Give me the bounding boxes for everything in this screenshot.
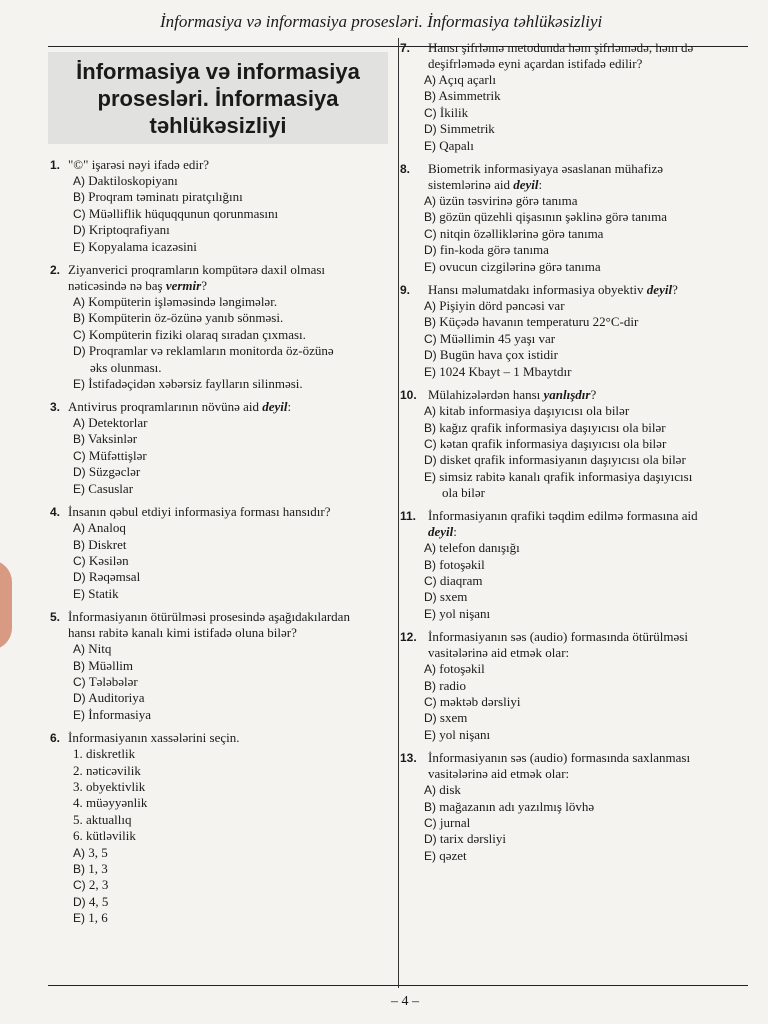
answer-option: [400, 831, 748, 847]
answer-option: [400, 694, 748, 710]
question-number: 8.: [400, 162, 411, 177]
option-letter: B): [424, 420, 436, 435]
option-letter: D): [424, 453, 437, 468]
option-text: fotoşəkil: [439, 661, 485, 677]
option-text: Açıq açarlı: [438, 72, 496, 87]
option-text: Proqramlar və reklamların monitorda öz-özünə: [88, 343, 334, 359]
option-text: simsiz rabitə kanalı qrafik informasiya daşıyıcısı: [439, 468, 693, 484]
option-text: yol nişanı: [439, 726, 491, 742]
question-number: 11.: [400, 509, 417, 524]
option-letter: A): [424, 662, 436, 677]
option-letter: A): [424, 541, 436, 556]
answer-option: [50, 553, 390, 569]
option-text: disket qrafik informasiyanın daşıyıcısı ola bilər: [439, 452, 686, 468]
option-text: sxem: [439, 710, 468, 726]
answer-option: [50, 569, 390, 585]
answer-option: [400, 678, 748, 694]
question-emphasis: deyil: [428, 524, 454, 540]
option-letter: C): [73, 327, 86, 342]
option-text: Diskret: [88, 536, 127, 552]
question-emphasis: vermir: [165, 278, 202, 294]
option-letter: C): [73, 553, 86, 568]
option-letter: D): [424, 832, 437, 847]
option-letter: B): [424, 678, 436, 693]
chapter-title-box: [48, 52, 388, 144]
left-column: [50, 157, 390, 934]
column-divider: [398, 38, 399, 988]
option-text: disk: [439, 782, 461, 798]
option-text: Müəllimin 45 yaşı var: [439, 330, 556, 346]
option-text: telefon danışığı: [439, 540, 520, 556]
answer-option: [400, 557, 748, 573]
option-text: diaqram: [439, 572, 483, 588]
option-text: Asimmetrik: [438, 88, 501, 104]
question-text: vasitələrinə aid etmək olar:: [428, 645, 570, 661]
answer-option: [400, 347, 748, 363]
question-7: [400, 40, 748, 154]
question-8: [400, 161, 748, 275]
answer-option: [50, 189, 390, 205]
option-text: mağazanın adı yazılmış lövhə: [439, 798, 595, 814]
option-letter: C): [73, 878, 86, 893]
option-letter: B): [73, 190, 85, 205]
option-letter: E): [73, 239, 85, 254]
answer-option: [50, 431, 390, 447]
question-text: Mülahizələrdən hansı: [428, 387, 544, 403]
answer-option: [400, 815, 748, 831]
question-10: [400, 387, 748, 501]
option-text: ovucun cizgilərinə görə tanıma: [439, 258, 601, 274]
option-letter: C): [424, 573, 437, 588]
option-text: məktəb dərsliyi: [439, 693, 521, 709]
answer-option: [50, 327, 390, 343]
answer-option: [400, 209, 748, 225]
answer-option: [400, 331, 748, 347]
option-text: qəzet: [439, 847, 467, 863]
answer-option: [400, 193, 748, 209]
option-letter: E): [73, 586, 85, 601]
option-text: Süzgəclər: [88, 464, 141, 480]
answer-option: [400, 298, 748, 314]
option-text: Qapalı: [439, 137, 474, 153]
answer-option: [50, 448, 390, 464]
option-letter: C): [424, 331, 437, 346]
question-text: Biometrik informasiyaya əsaslanan mühafizə: [428, 161, 664, 177]
question-emphasis: deyil: [646, 282, 673, 298]
option-text: Kəsilən: [88, 552, 129, 568]
answer-option: [50, 641, 390, 657]
option-letter: D): [73, 894, 86, 909]
option-continuation: əks olunması.: [90, 359, 162, 375]
option-text: Rəqəmsal: [88, 569, 141, 585]
question-text: nəticəsində nə baş: [68, 278, 166, 294]
option-text: fotoşəkil: [439, 556, 485, 572]
option-letter: D): [424, 590, 437, 605]
question-6: [50, 730, 390, 926]
option-text: İkilik: [439, 104, 469, 120]
option-text: Küçədə havanın temperaturu 22°C-dir: [439, 314, 639, 330]
answer-option: [400, 452, 748, 468]
option-letter: D): [424, 348, 437, 363]
question-13: [400, 750, 748, 864]
question-3: [50, 399, 390, 497]
option-text: Daktiloskopiyanı: [88, 173, 178, 188]
answer-option: [400, 121, 748, 137]
answer-option: [400, 105, 748, 121]
option-letter: B): [73, 658, 85, 673]
chapter-title-line: təhlükəsizliyi: [149, 112, 287, 138]
answer-option: [400, 242, 748, 258]
question-text: İnformasiyanın səs (audio) formasında ötürülməsi: [428, 629, 688, 645]
option-text: İstifadəçidən xəbərsiz faylların silinməsi.: [88, 375, 303, 391]
option-letter: B): [73, 537, 85, 552]
option-letter: A): [424, 73, 436, 87]
option-letter: C): [424, 436, 437, 451]
option-letter: C): [73, 448, 86, 463]
question-text: :: [538, 177, 543, 193]
question-text: ?: [201, 278, 207, 294]
question-11: [400, 508, 748, 622]
option-text: Kompüterin işləməsində ləngimələr.: [88, 294, 278, 310]
option-text: Auditoriya: [88, 690, 145, 706]
option-text: Nitq: [88, 641, 112, 657]
question-text: :: [287, 399, 292, 415]
option-letter: E): [424, 259, 436, 274]
question-text: ?: [590, 387, 597, 403]
question-text: Ziyanverici proqramların kompütərə daxil olması: [68, 262, 326, 278]
option-text: Proqram təminatı piratçılığını: [88, 189, 243, 205]
option-letter: A): [73, 416, 85, 431]
question-1: [50, 157, 390, 255]
question-number: 6.: [50, 731, 61, 746]
option-letter: E): [424, 364, 436, 379]
answer-option: [400, 782, 748, 798]
question-12: [400, 629, 748, 743]
answer-option: [50, 481, 390, 497]
question-text: Antivirus proqramlarının növünə aid: [68, 399, 263, 415]
option-letter: E): [73, 481, 85, 496]
option-letter: B): [424, 210, 436, 225]
option-letter: D): [424, 711, 437, 726]
question-emphasis: yanlışdır: [543, 387, 591, 403]
option-letter: D): [424, 122, 437, 137]
question-text: Hansı məlumatdakı informasiya obyektiv: [428, 282, 647, 298]
answer-option: [50, 910, 390, 926]
question-text: Hansı şifrləmə metodunda həm şifrləmədə, həm də: [428, 40, 694, 55]
list-item: 4. müəyyənlik: [73, 795, 148, 811]
option-letter: A): [424, 783, 436, 798]
question-4: [50, 504, 390, 602]
answer-option: [50, 658, 390, 674]
question-number: 10.: [400, 388, 417, 403]
question-text: ?: [672, 282, 678, 298]
question-text: İnformasiyanın ötürülməsi prosesində aşağıdakılardan: [68, 609, 350, 625]
option-letter: E): [424, 138, 436, 153]
question-text: deşifrləmədə eyni açardan istifadə edilir?: [428, 56, 643, 71]
option-letter: A): [73, 845, 85, 860]
answer-option: [50, 690, 390, 706]
answer-option: [400, 72, 748, 88]
question-text: "©" işarəsi nəyi ifadə edir?: [68, 157, 210, 172]
answer-option: [400, 138, 748, 154]
answer-option: [400, 573, 748, 589]
option-letter: B): [73, 862, 85, 876]
option-letter: A): [73, 521, 85, 536]
question-text: vasitələrinə aid etmək olar:: [428, 766, 570, 782]
option-letter: C): [73, 674, 86, 689]
option-text: Müəlliflik hüquqqunun qorunmasını: [88, 205, 279, 221]
option-text: nitqin özəlliklərinə görə tanıma: [439, 225, 604, 241]
option-text: 1, 6: [88, 910, 108, 926]
answer-option: [400, 606, 748, 622]
answer-option: [50, 206, 390, 222]
option-text: Kompüterin fiziki olaraq sıradan çıxması.: [88, 326, 306, 342]
option-letter: A): [73, 642, 85, 657]
option-text: fin-koda görə tanıma: [439, 242, 549, 258]
option-text: Kriptoqrafiyanı: [88, 222, 170, 238]
answer-option: [400, 88, 748, 104]
question-5: [50, 609, 390, 723]
option-letter: D): [73, 344, 86, 359]
option-letter: A): [73, 174, 85, 188]
question-number: 4.: [50, 505, 61, 520]
option-letter: A): [424, 404, 436, 419]
answer-option: [50, 674, 390, 690]
option-text: Bugün hava çox istidir: [439, 347, 558, 363]
answer-option: [50, 537, 390, 553]
question-emphasis: deyil: [262, 399, 288, 415]
answer-option: [400, 799, 748, 815]
answer-option: [50, 861, 390, 877]
option-text: tarix dərsliyi: [439, 831, 506, 847]
question-text: İnformasiyanın xassələrini seçin.: [68, 730, 240, 746]
option-letter: E): [424, 606, 436, 621]
option-text: sxem: [439, 589, 468, 605]
answer-option: [50, 173, 390, 189]
answer-option: [400, 364, 748, 380]
answer-option: [50, 586, 390, 602]
option-text: Casuslar: [88, 480, 134, 496]
chapter-title-line: prosesləri. İnformasiya: [97, 85, 339, 111]
option-letter: D): [73, 465, 86, 480]
answer-option: [400, 540, 748, 556]
answer-option: [400, 259, 748, 275]
answer-option: [50, 239, 390, 255]
answer-option: [50, 376, 390, 392]
question-text: :: [453, 524, 457, 540]
option-letter: A): [73, 295, 85, 310]
question-number: 5.: [50, 610, 61, 625]
answer-option: [50, 877, 390, 893]
option-text: Statik: [88, 585, 119, 601]
question-2: [50, 262, 390, 392]
list-item: 1. diskretlik: [73, 746, 136, 762]
question-text: İnformasiyanın səs (audio) formasında saxlanması: [428, 750, 691, 766]
question-text: İnsanın qəbul etdiyi informasiya forması hansıdır?: [68, 504, 331, 520]
option-text: Simmetrik: [439, 121, 495, 137]
answer-option: [400, 420, 748, 436]
option-letter: B): [424, 315, 436, 330]
footer-rule: [48, 985, 748, 986]
option-text: Pişiyin dörd pəncəsi var: [439, 298, 565, 314]
option-letter: C): [424, 226, 437, 241]
option-continuation: ola bilər: [442, 485, 485, 501]
answer-option: [400, 661, 748, 677]
finger-edge: [0, 560, 12, 650]
option-letter: B): [424, 557, 436, 572]
option-letter: E): [424, 469, 436, 484]
question-emphasis: deyil: [513, 177, 539, 193]
question-number: 2.: [50, 263, 61, 278]
option-text: Detektorlar: [88, 415, 148, 431]
answer-option: [50, 294, 390, 310]
option-letter: E): [73, 911, 85, 926]
option-text: 1, 3: [88, 861, 108, 876]
option-letter: D): [73, 223, 86, 238]
option-text: 1024 Kbayt – 1 Mbaytdır: [439, 363, 572, 379]
answer-option: [50, 415, 390, 431]
option-letter: C): [424, 105, 437, 120]
option-text: yol nişanı: [439, 605, 491, 621]
option-text: Kopyalama icazəsini: [88, 238, 197, 254]
option-text: Tələbələr: [88, 673, 138, 689]
question-number: 9.: [400, 283, 411, 298]
option-text: 3, 5: [88, 844, 108, 860]
answer-option: [50, 894, 390, 910]
option-letter: B): [73, 432, 85, 447]
list-item: 6. kütləvilik: [73, 828, 136, 844]
answer-option: [50, 845, 390, 861]
option-letter: E): [73, 376, 85, 391]
answer-option: [400, 727, 748, 743]
answer-option: [50, 520, 390, 536]
right-column: [400, 40, 748, 871]
option-letter: E): [424, 727, 436, 742]
option-letter: C): [424, 816, 437, 830]
option-letter: E): [73, 707, 85, 722]
answer-option: [400, 469, 748, 485]
question-number: 1.: [50, 158, 61, 172]
running-header: İnformasiya və informasiya prosesləri. İnformasiya təhlükəsizliyi: [160, 12, 603, 31]
answer-option: [400, 436, 748, 452]
answer-option: [400, 403, 748, 419]
answer-option: [50, 707, 390, 723]
option-letter: E): [424, 848, 436, 863]
answer-option: [400, 226, 748, 242]
option-letter: C): [73, 206, 86, 221]
option-letter: D): [424, 243, 437, 258]
option-letter: C): [424, 694, 437, 709]
option-text: İnformasiya: [88, 706, 152, 722]
answer-option: [400, 848, 748, 864]
option-text: gözün qüzehli qişasının şəklinə görə tanıma: [439, 209, 668, 225]
option-text: Kompüterin öz-özünə yanıb sönməsi.: [88, 310, 284, 326]
option-letter: D): [73, 691, 86, 706]
option-text: kağız qrafik informasiya daşıyıcısı ola bilər: [439, 419, 666, 435]
option-text: Müfəttişlər: [88, 447, 147, 463]
option-text: radio: [439, 677, 466, 693]
question-number: 12.: [400, 630, 417, 645]
option-text: kitab informasiya daşıyıcısı ola bilər: [439, 403, 630, 419]
answer-option: [50, 464, 390, 480]
answer-option: [400, 589, 748, 605]
question-text: hansı rabitə kanalı kimi istifadə oluna bilər?: [68, 625, 297, 641]
option-text: Analoq: [87, 520, 126, 536]
question-number: 7.: [400, 41, 411, 55]
question-number: 3.: [50, 400, 61, 415]
option-letter: B): [424, 89, 436, 104]
list-item: 2. nəticəvilik: [73, 762, 141, 778]
option-text: kətan qrafik informasiya daşıyıcısı ola bilər: [439, 435, 667, 451]
option-letter: B): [424, 799, 436, 814]
page-number: – 4 –: [391, 994, 419, 1009]
list-item: 3. obyektivlik: [73, 778, 146, 794]
option-text: Müəllim: [88, 657, 134, 673]
list-item: 5. aktuallıq: [73, 811, 132, 827]
question-text: sistemlərinə aid: [428, 177, 514, 193]
option-letter: B): [73, 311, 85, 326]
option-letter: A): [424, 299, 436, 314]
option-text: Vaksinlər: [88, 431, 138, 447]
option-text: jurnal: [439, 815, 471, 830]
question-text: İnformasiyanın qrafiki təqdim edilmə formasına aid: [428, 508, 698, 524]
chapter-title-line: İnformasiya və informasiya: [76, 58, 360, 84]
option-text: üzün təsvirinə görə tanıma: [439, 193, 578, 209]
answer-option: [400, 710, 748, 726]
answer-option: [50, 222, 390, 238]
answer-option: [50, 343, 390, 359]
option-letter: D): [73, 570, 86, 585]
option-text: 4, 5: [88, 893, 109, 909]
option-letter: A): [424, 194, 436, 209]
option-text: 2, 3: [88, 877, 109, 893]
answer-option: [400, 314, 748, 330]
answer-option: [50, 310, 390, 326]
question-9: [400, 282, 748, 380]
question-number: 13.: [400, 751, 417, 766]
